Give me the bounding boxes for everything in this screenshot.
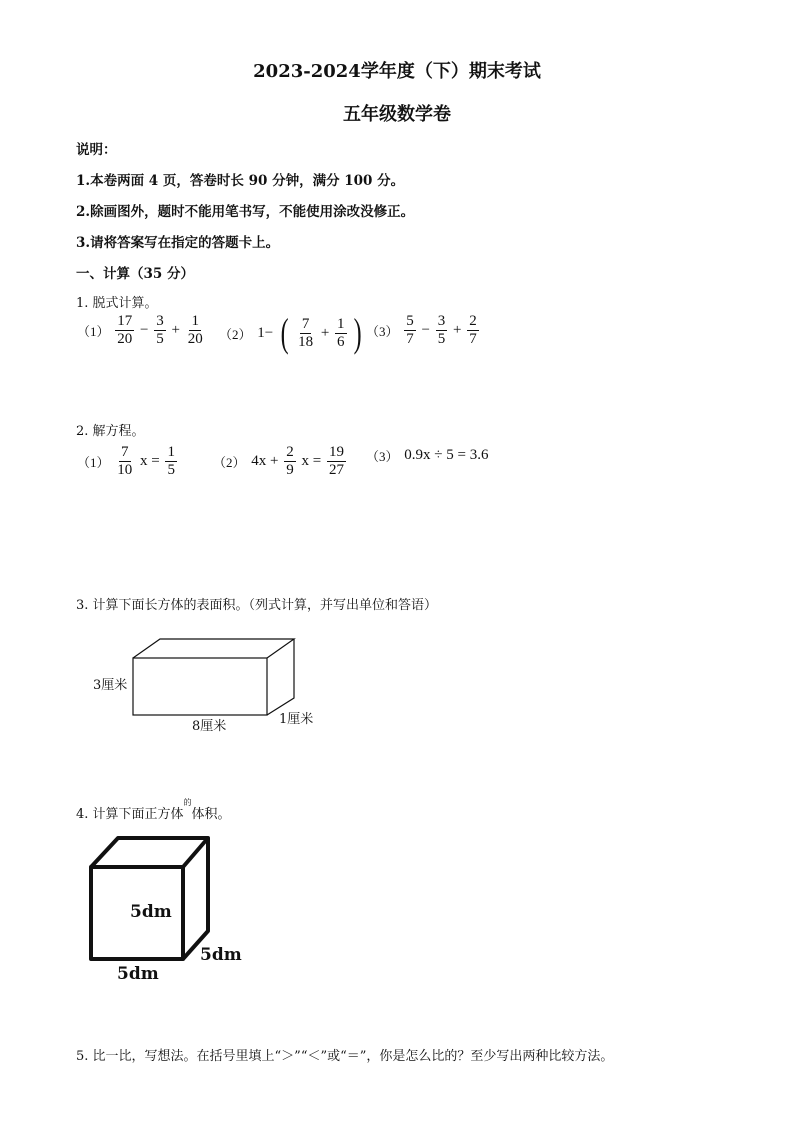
title-small-glyph: 的 bbox=[183, 798, 192, 807]
equation: 0.9x ÷ 5 = 3.6 bbox=[404, 447, 489, 463]
fraction: $\frac{3}{5}$ bbox=[437, 313, 446, 347]
question-4-title bbox=[76, 798, 231, 822]
fraction: $\frac{19}{27}$ bbox=[328, 444, 344, 478]
page-title: 2023-2024学年度（下）期末考试 bbox=[253, 61, 541, 82]
cuboid-side-face bbox=[267, 639, 294, 715]
note-item: 3.请将答案写在指定的答题卡上。 bbox=[76, 235, 280, 251]
problem-tag: （3） bbox=[366, 449, 399, 464]
q2-problem-3 bbox=[365, 446, 489, 465]
operator: + bbox=[452, 322, 462, 338]
page-subtitle: 五年级数学卷 bbox=[343, 104, 451, 125]
operator: x = bbox=[140, 453, 160, 469]
problem-tag: （1） bbox=[77, 324, 110, 339]
fraction: $\frac{1}{6}$ bbox=[337, 315, 345, 350]
cube-side-label: 5dm bbox=[200, 945, 242, 965]
section-heading: 一、计算（35 分） bbox=[76, 266, 194, 282]
q1-problem-3 bbox=[365, 313, 480, 348]
question-5-title: 5. 比一比，写想法。在括号里填上“＞”“＜”或“＝”，你是怎么比的？至少写出两种比较方法。 bbox=[76, 1049, 614, 1064]
note-item: 1.本卷两面 4 页，答卷时长 90 分钟，满分 100 分。 bbox=[76, 173, 405, 189]
q1-problem-1 bbox=[76, 313, 206, 348]
right-paren: ) bbox=[353, 310, 362, 355]
cuboid-top-face bbox=[133, 639, 294, 658]
cuboid-height-label: 3厘米 bbox=[93, 678, 128, 693]
operator: − bbox=[421, 322, 430, 338]
problem-tag: （3） bbox=[366, 324, 399, 339]
q2-problem-2 bbox=[212, 444, 347, 479]
fraction: $\frac{7}{10}$ bbox=[117, 444, 133, 478]
title-part: 体积。 bbox=[191, 807, 231, 822]
expression-lead: 4x + bbox=[251, 453, 279, 469]
fraction: $\frac{17}{20}$ bbox=[117, 313, 133, 347]
note-item: 2.除画图外，题时不能用笔书写，不能使用涂改没修正。 bbox=[76, 204, 415, 220]
q1-problem-2 bbox=[218, 310, 365, 355]
title-part: 4. 计算下面正方体 bbox=[76, 807, 184, 822]
fraction: $\frac{1}{5}$ bbox=[167, 444, 175, 478]
question-2-title: 2. 解方程。 bbox=[76, 424, 145, 439]
fraction: $\frac{7}{18}$ bbox=[298, 315, 314, 350]
cuboid-width-label: 1厘米 bbox=[279, 712, 314, 727]
question-1-title: 1. 脱式计算。 bbox=[76, 296, 158, 311]
operator: x = bbox=[301, 453, 322, 469]
left-paren: ( bbox=[280, 310, 289, 355]
operator: − bbox=[140, 322, 149, 338]
operator: + bbox=[320, 324, 330, 341]
expression-lead: 1− bbox=[257, 324, 274, 341]
fraction: $\frac{2}{9}$ bbox=[286, 444, 294, 478]
q2-problem-1 bbox=[76, 444, 178, 479]
cube-bottom-label: 5dm bbox=[117, 964, 159, 984]
cuboid-length-label: 8厘米 bbox=[192, 719, 227, 734]
cube-top-face bbox=[91, 838, 208, 867]
fraction: $\frac{3}{5}$ bbox=[156, 313, 164, 347]
problem-tag: （2） bbox=[213, 455, 246, 470]
fraction: $\frac{2}{7}$ bbox=[469, 313, 477, 347]
cube-front-label: 5dm bbox=[130, 902, 172, 922]
problem-tag: （2） bbox=[219, 326, 252, 342]
problem-tag: （1） bbox=[77, 455, 110, 470]
fraction: $\frac{1}{20}$ bbox=[187, 313, 203, 347]
question-3-title: 3. 计算下面长方体的表面积。（列式计算，并写出单位和答语） bbox=[76, 598, 438, 613]
cube-side-face bbox=[183, 838, 208, 959]
cuboid-front-face bbox=[133, 658, 267, 715]
operator: + bbox=[171, 322, 180, 338]
fraction: $\frac{5}{7}$ bbox=[406, 313, 414, 347]
notes-heading: 说明： bbox=[76, 142, 117, 158]
